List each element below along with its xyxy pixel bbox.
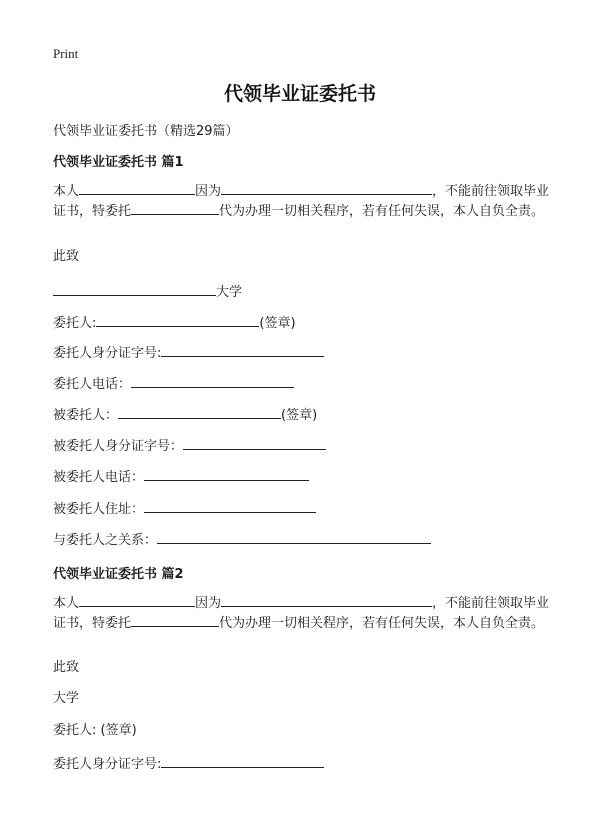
field-label: 委托人: bbox=[53, 723, 97, 738]
field-label: 被委托人住址： bbox=[53, 502, 145, 517]
sign-label: (签章) bbox=[100, 723, 137, 738]
section-2-paragraph bbox=[53, 593, 553, 633]
field-label: 被委托人： bbox=[53, 408, 119, 423]
sign-label: (签章) bbox=[259, 316, 296, 331]
blank-line bbox=[53, 282, 216, 296]
field-label: 与委托人之关系： bbox=[53, 533, 158, 548]
blank-line bbox=[221, 593, 432, 607]
blank-line bbox=[221, 181, 432, 195]
blank-line bbox=[131, 201, 219, 215]
text-segment: 本人 bbox=[53, 596, 80, 611]
blank-line bbox=[161, 343, 324, 357]
university-line: 大学 bbox=[53, 691, 80, 706]
document-subtitle: 代领毕业证委托书（精选29篇） bbox=[53, 124, 239, 139]
blank-line bbox=[131, 613, 219, 627]
blank-line bbox=[161, 754, 324, 768]
field-client-phone bbox=[53, 374, 294, 394]
blank-line bbox=[183, 436, 326, 450]
field-label: 委托人电话： bbox=[53, 377, 132, 392]
field-client-id bbox=[53, 754, 324, 774]
field-label: 委托人身分证字号: bbox=[53, 757, 162, 772]
field-label: 被委托人身分证字号： bbox=[53, 439, 184, 454]
blank-line bbox=[144, 467, 309, 481]
blank-line bbox=[131, 374, 294, 388]
blank-line bbox=[144, 499, 316, 513]
text-segment: ，不能前往领取毕业证书，特委托 bbox=[53, 184, 550, 219]
section-2-heading: 代领毕业证委托书 篇2 bbox=[53, 567, 184, 582]
blank-line bbox=[157, 530, 431, 544]
field-label: 委托人: bbox=[53, 316, 97, 331]
field-agent-phone bbox=[53, 467, 309, 487]
text-segment: ，不能前往领取毕业证书，特委托 bbox=[53, 596, 550, 631]
document-title: 代领毕业证委托书 bbox=[223, 83, 376, 105]
field-agent-name bbox=[53, 405, 317, 425]
field-client-id bbox=[53, 343, 324, 363]
section-1-heading: 代领毕业证委托书 篇1 bbox=[53, 155, 184, 170]
text-segment: 代为办理一切相关程序，若有任何失误，本人自负全责。 bbox=[219, 204, 545, 219]
blank-line bbox=[96, 313, 259, 327]
text-segment: 本人 bbox=[53, 184, 80, 199]
field-relationship bbox=[53, 530, 431, 550]
university-line bbox=[53, 282, 242, 302]
field-label: 被委托人电话： bbox=[53, 470, 145, 485]
text-segment: 因为 bbox=[195, 184, 222, 199]
field-agent-id bbox=[53, 436, 326, 456]
sign-label: (签章) bbox=[281, 408, 318, 423]
salutation: 此致 bbox=[53, 249, 80, 264]
field-label: 委托人身分证字号: bbox=[53, 346, 162, 361]
section-1-paragraph bbox=[53, 181, 553, 221]
field-client-name bbox=[53, 313, 296, 333]
print-link[interactable]: Print bbox=[53, 46, 79, 61]
blank-line bbox=[118, 405, 281, 419]
blank-line bbox=[79, 593, 195, 607]
text-segment: 代为办理一切相关程序，若有任何失误，本人自负全责。 bbox=[219, 616, 545, 631]
blank-line bbox=[79, 181, 195, 195]
university-label: 大学 bbox=[216, 285, 243, 300]
salutation: 此致 bbox=[53, 660, 80, 675]
text-segment: 因为 bbox=[195, 596, 222, 611]
field-client-name bbox=[53, 722, 137, 740]
field-agent-address bbox=[53, 499, 316, 519]
